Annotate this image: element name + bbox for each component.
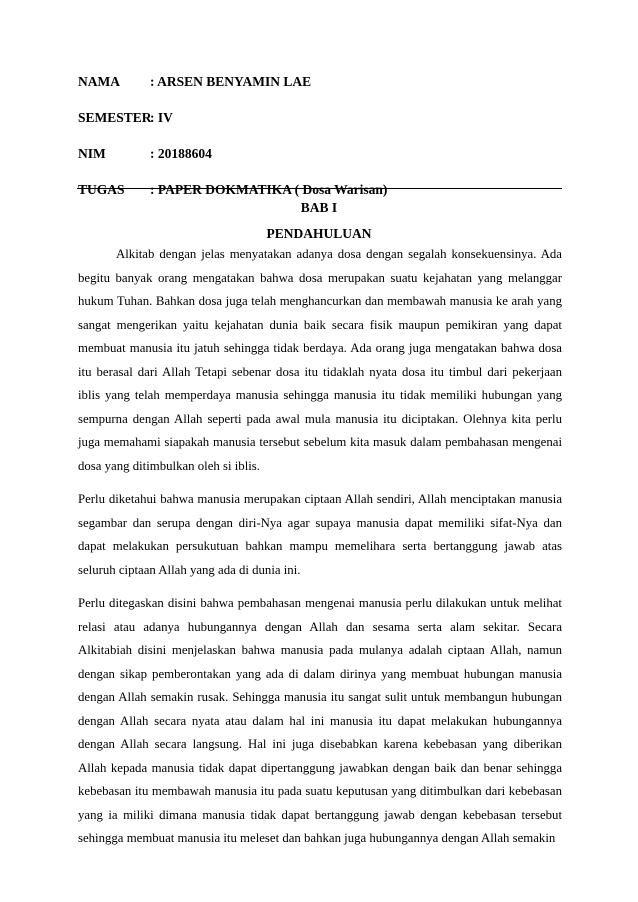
info-label: NAMA bbox=[78, 74, 120, 89]
text-line: dosa yang ditimbulkan oleh si iblis. bbox=[78, 458, 260, 473]
document-body bbox=[78, 243, 562, 851]
text-line: itu berasal dari Allah Tetapi sebenar dosa itu tidaklah nyata dosa itu timbul dari pekerjaan bbox=[78, 364, 562, 379]
text-line: dengan Allah secara nyata atau dalam hal ini manusia itu dapat melakukan hubungannya bbox=[78, 713, 562, 728]
text-line: sehingga membuat manusia itu meleset dan bahkan juga hubungannya dengan Allah semakin bbox=[78, 831, 556, 845]
text-line: sempurna dengan Allah seperti pada awal mula manusia itu diciptakan. Olehnya kita perlu bbox=[78, 411, 562, 426]
info-row-semester bbox=[78, 100, 558, 136]
paragraph-2 bbox=[78, 488, 562, 582]
text-line: Perlu ditegaskan disini bahwa pembahasan mengenai manusia perlu dilakukan untuk melihat bbox=[78, 596, 562, 610]
text-line: dengan Allah secara langsung. Hal ini juga disebabkan karena kebebasan yang diberikan bbox=[78, 737, 562, 751]
text-line: iblis yang telah memperdaya manusia sehingga manusia itu tidak memiliki hubungan yang bbox=[78, 388, 562, 402]
text-line: dapat melakukan persukutuan bahkan mampu memelihara serta bertanggung jawab atas bbox=[78, 539, 562, 553]
chapter-number: BAB I bbox=[300, 200, 338, 215]
text-line: Alkitabiah disini menjelaskan bahwa manusia pada mulanya adalah ciptaan Allah, namun bbox=[78, 643, 562, 657]
info-value: : ARSEN BENYAMIN LAE bbox=[150, 74, 312, 89]
info-row-nim bbox=[78, 136, 558, 172]
info-value: : 20188604 bbox=[150, 146, 212, 161]
paragraph-1 bbox=[78, 243, 562, 478]
text-line: dengan Allah semakin rusak. Sehingga manusia itu sangat sulit untuk membangun hubungan bbox=[78, 690, 562, 704]
text-line: yang ia miliki dimana manusia tidak dapat bertanggung jawab dengan kebebasan tersebut bbox=[78, 807, 562, 822]
text-line: hukum Tuhan. Bahkan dosa juga telah menghancurkan dan membawah manusia ke arah yang bbox=[78, 294, 562, 308]
text-line: membuat manusia itu jatuh sehingga tidak berdaya. Ada orang juga mengatakan bahwa dosa bbox=[78, 341, 562, 355]
text-line: Alkitab dengan jelas menyatakan adanya dosa dengan segalah konsekuensinya. Ada bbox=[116, 247, 562, 261]
info-value: : PAPER DOKMATIKA ( Dosa Warisan) bbox=[150, 182, 388, 197]
info-label: NIM bbox=[78, 146, 106, 161]
text-line: segambar dan serupa dengan diri-Nya agar supaya manusia dapat memiliki sifat-Nya dan bbox=[78, 515, 562, 530]
text-line: relasi atau adanya hubungannya dengan Allah dan sesama serta alam sekitar. Secara bbox=[78, 619, 562, 634]
student-info bbox=[78, 64, 558, 208]
header-divider bbox=[77, 188, 562, 189]
paragraph-3 bbox=[78, 592, 562, 851]
info-label: SEMESTER bbox=[78, 110, 152, 125]
info-row-nama bbox=[78, 64, 558, 100]
text-line: dengan sikap pemberontakan yang ada di dalam dirinya yang membuat hubungan manusia bbox=[78, 666, 562, 681]
text-line: Perlu diketahui bahwa manusia merupakan ciptaan Allah sendiri, Allah menciptakan manusia bbox=[78, 492, 562, 506]
text-line: sangat mengerikan yaitu kejahatan dunia baik secara fisik maupun pemikiran yang dapat bbox=[78, 317, 562, 332]
text-line: juga memahami siapakah manusia tersebut sebelum kita masuk dalam pembahasan mengenai bbox=[78, 435, 562, 449]
text-line: Allah kepada manusia tidak dapat dipertanggung jawabkan dengan baik dan benar sehingga bbox=[78, 760, 562, 775]
text-line: seluruh ciptaan Allah yang ada di dunia ini. bbox=[78, 562, 301, 577]
text-line: kebebasan itu membawah manusia itu pada suatu keputusan yang ditimbulkan dari kebebasan bbox=[78, 784, 562, 798]
chapter-title: PENDAHULUAN bbox=[266, 226, 372, 241]
text-line: begitu banyak orang mengatakan bahwa dosa merupakan suatu kejahatan yang melanggar bbox=[78, 270, 562, 285]
info-label: TUGAS bbox=[78, 182, 125, 197]
info-value: : IV bbox=[150, 110, 173, 125]
